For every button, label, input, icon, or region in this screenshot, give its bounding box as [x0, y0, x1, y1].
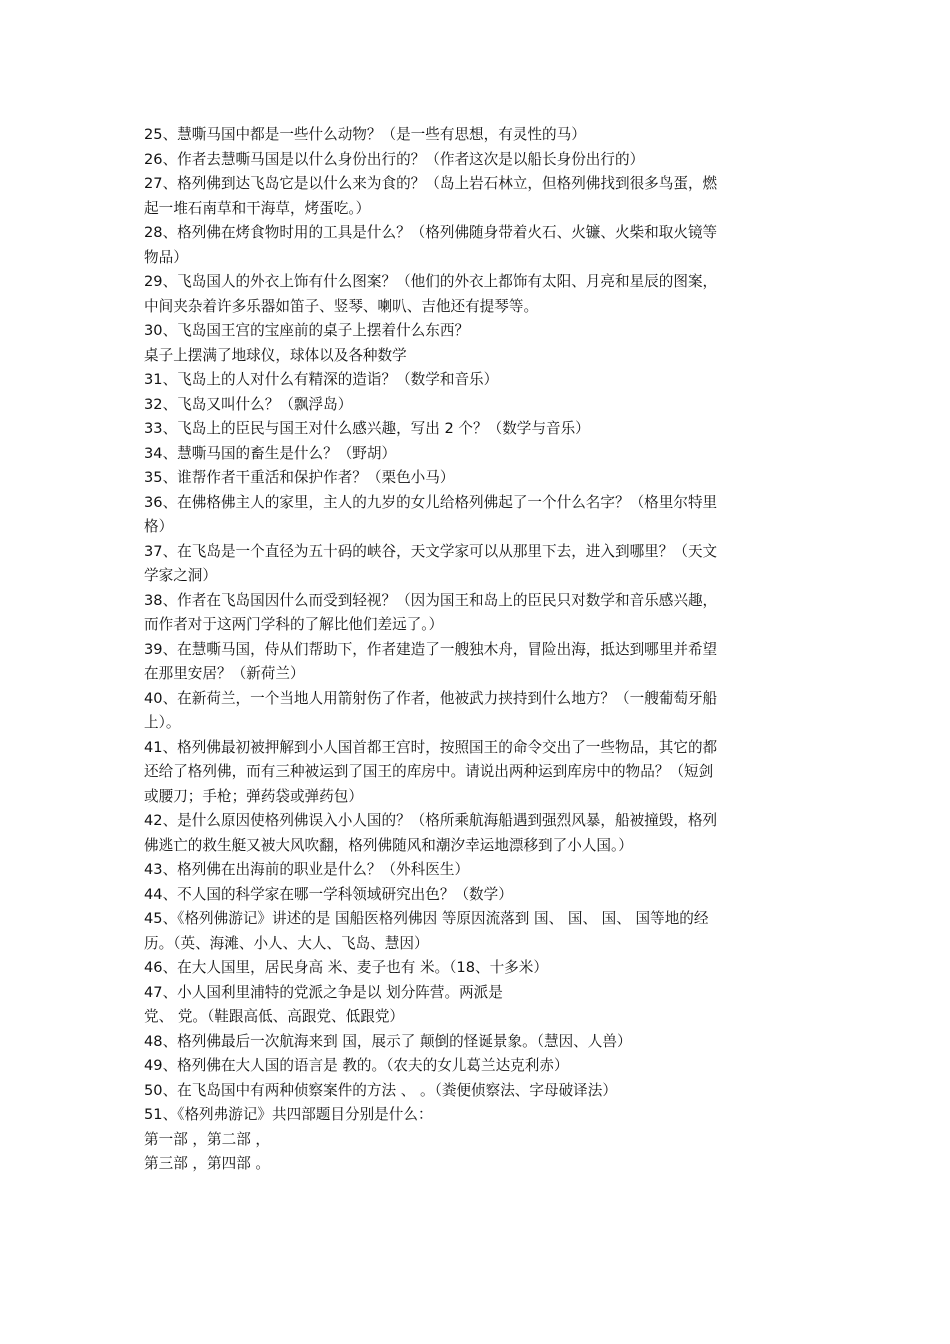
text-line: 还给了格列佛，而有三种被运到了国王的库房中。请说出两种运到库房中的物品？（短剑 — [144, 763, 714, 780]
text-line: 物品） — [144, 248, 188, 266]
text-line: 41、格列佛最初被押解到小人国首都王宫时，按照国王的命令交出了一些物品，其它的都 — [144, 738, 718, 756]
text-line: 46、在大人国里，居民身高 米、麦子也有 米。（18、十多米） — [144, 959, 548, 976]
text-line: 而作者对于这两门学科的了解比他们差远了。） — [144, 616, 444, 633]
text-line: 25、慧嘶马国中都是一些什么动物？（是一些有思想，有灵性的马） — [144, 126, 586, 143]
text-line: 起一堆石南草和干海草，烤蛋吃。） — [144, 199, 371, 217]
text-line: 45、《格列佛游记》讲述的是 国船医格列佛因 等原因流落到 国、 国、 国、 国等地的经 — [144, 910, 709, 927]
text-line: 38、作者在飞岛国因什么而受到轻视？（因为国王和岛上的臣民只对数学和音乐感兴趣， — [144, 591, 718, 609]
text-line: 或腰刀；手枪；弹药袋或弹药包） — [144, 787, 363, 805]
text-line: 27、格列佛到达飞岛它是以什么来为食的？（岛上岩石林立，但格列佛找到很多鸟蛋，燃 — [144, 175, 718, 192]
text-line: 40、在新荷兰，一个当地人用箭射伤了作者，他被武力挟持到什么地方？（一艘葡萄牙船 — [144, 689, 718, 707]
text-line: 47、小人国利里浦特的党派之争是以 划分阵营。两派是 — [144, 983, 503, 1001]
text-line: 第三部 ，第四部 。 — [144, 1155, 271, 1172]
text-line: 44、不人国的科学家在哪一学科领域研究出色？（数学） — [144, 885, 513, 903]
text-line: 49、格列佛在大人国的语言是 教的。（农夫的女儿葛兰达克利赤） — [144, 1057, 569, 1074]
text-line: 33、飞岛上的臣民与国王对什么感兴趣，写出 2 个？（数学与音乐） — [144, 420, 590, 437]
text-line: 34、慧嘶马国的畜生是什么？（野胡） — [144, 444, 397, 462]
text-line: 学家之洞） — [144, 567, 217, 584]
text-line: 42、是什么原因使格列佛误入小人国的？（格所乘航海船遇到强烈风暴，船被撞毁，格列 — [144, 812, 718, 829]
text-line: 36、在佛格佛主人的家里，主人的九岁的女儿给格列佛起了一个什么名字？（格里尔特里 — [144, 493, 718, 511]
text-line: 51、《格列弗游记》共四部题目分别是什么： — [144, 1106, 433, 1123]
text-line: 43、格列佛在出海前的职业是什么？（外科医生） — [144, 861, 470, 878]
text-line: 32、飞岛又叫什么？（飘浮岛） — [144, 395, 353, 413]
text-line: 党、 党。（鞋跟高低、高跟党、低跟党） — [144, 1008, 405, 1025]
text-line: 格） — [144, 518, 174, 535]
text-line: 30、飞岛国王宫的宝座前的桌子上摆着什么东西？ — [144, 322, 470, 339]
text-line: 29、飞岛国人的外衣上饰有什么图案？（他们的外衣上都饰有太阳、月亮和星辰的图案， — [144, 273, 718, 290]
text-line: 上）。 — [144, 714, 181, 731]
text-line: 50、在飞岛国中有两种侦察案件的方法 、 。（粪便侦察法、字母破译法） — [144, 1081, 617, 1099]
text-line: 26、作者去慧嘶马国是以什么身份出行的？（作者这次是以船长身份出行的） — [144, 150, 645, 168]
text-line: 39、在慧嘶马国，侍从们帮助下，作者建造了一艘独木舟，冒险出海，抵达到哪里并希望 — [144, 640, 718, 658]
text-line: 桌子上摆满了地球仪，球体以及各种数学 — [144, 346, 407, 364]
text-line: 第一部 ，第二部 ， — [144, 1130, 271, 1148]
text-line: 48、格列佛最后一次航海来到 国，展示了 颠倒的怪诞景象。（慧因、人兽） — [144, 1032, 632, 1050]
text-line: 28、格列佛在烤食物时用的工具是什么？（格列佛随身带着火石、火镰、火柴和取火镜等 — [144, 224, 718, 241]
text-line: 在那里安居？（新荷兰） — [144, 665, 305, 682]
document-body — [144, 123, 810, 1177]
text-line: 37、在飞岛是一个直径为五十码的峡谷，天文学家可以从那里下去，进入到哪里？（天文 — [144, 542, 718, 560]
text-line: 中间夹杂着许多乐器如笛子、竖琴、喇叭、吉他还有提琴等。 — [144, 297, 539, 315]
text-line: 佛逃亡的救生艇又被大风吹翻，格列佛随风和潮汐幸运地漂移到了小人国。） — [144, 836, 633, 854]
text-line: 31、飞岛上的人对什么有精深的造诣？（数学和音乐） — [144, 371, 499, 388]
text-line: 历。（英、海滩、小人、大人、飞岛、慧因） — [144, 934, 429, 952]
text-line: 35、谁帮作者干重活和保护作者？（栗色小马） — [144, 469, 455, 486]
